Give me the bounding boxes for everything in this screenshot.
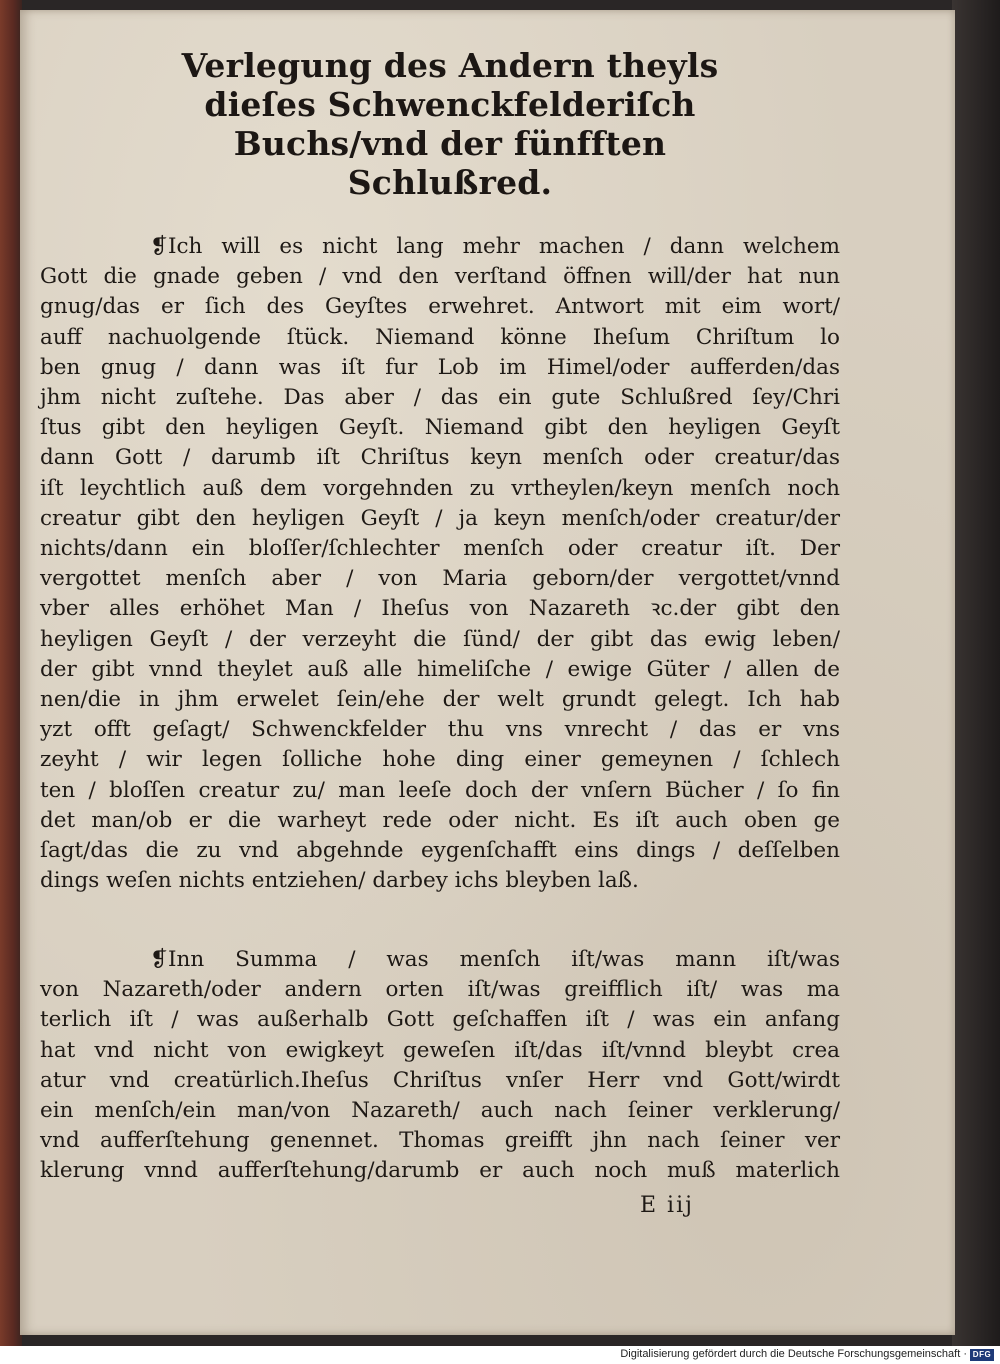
text-line: dings weſen nichts entziehen/ darbey ichs bleyben laß. (40, 868, 639, 894)
text-line: jhm nicht zuſtehe. Das aber / das ein gute Schlußred ſey/Chri (40, 385, 840, 411)
title-line: Buchs/vnd der fünfften (233, 124, 667, 163)
text-line: vnd aufferſtehung genennet. Thomas greifft jhn nach ſeiner ver (40, 1128, 840, 1154)
text-line: hat vnd nicht von ewigkeyt geweſen iſt/das iſt/vnnd bleybt crea (40, 1037, 840, 1063)
text-line: ten / bloſſen creatur zu/ man leeſe doch der vnſern Bücher / ſo fin (40, 777, 840, 803)
footer-bar (0, 1346, 1000, 1364)
text-line: heyligen Geyſt / der verzeyht die ſünd/ der gibt das ewig leben/ (40, 626, 840, 652)
text-line: ſtus gibt den heyligen Geyſt. Niemand gibt den heyligen Geyſt (40, 415, 840, 441)
text-line: auff nachuolgende ſtück. Niemand könne Iheſum Chriſtum lo (40, 324, 840, 350)
text-line: von Nazareth/oder andern orten iſt/was greifflich iſt/ was ma (40, 977, 840, 1003)
text-line: nen/die in jhm erwelet ſein/ehe der welt grundt gelegt. Ich hab (40, 687, 840, 713)
text-line: Gott die gnade geben / vnd den verſtand öffnen will/der hat nun (40, 264, 840, 290)
text-line: gnug/das er ſich des Geyſtes erwehret. Antwort mit eim wort/ (40, 294, 840, 320)
text-line: dann Gott / darumb iſt Chriſtus keyn menſch oder creatur/das (40, 445, 840, 471)
text-line: creatur gibt den heyligen Geyſt / ja keyn menſch/oder creatur/der (40, 505, 840, 531)
paragraph-1 (40, 232, 840, 896)
title-line: Verlegung des Andern theyls (181, 46, 719, 85)
paragraph-2 (40, 945, 840, 1187)
text-line: ❡Inn Summa / was menſch iſt/was mann iſt/was (150, 947, 840, 972)
text-line: atur vnd creatürlich.Iheſus Chriſtus vnſer Herr vnd Gott/wirdt (40, 1067, 840, 1093)
signature-mark: E iij (640, 1193, 694, 1218)
text-line: terlich iſt / was außerhalb Gott geſchaffen iſt / was ein anfang (40, 1007, 840, 1033)
text-line: nichts/dann ein bloſſer/ſchlechter menſch oder creatur iſt. Der (40, 536, 840, 562)
text-line: vergottet menſch aber / von Maria geborn/der vergottet/vnnd (40, 566, 840, 592)
text-line: vber alles erhöhet Man / Iheſus von Nazareth ꝛc.der gibt den (40, 596, 840, 622)
title-line: Schlußred. (347, 163, 553, 202)
text-line: klerung vnnd aufferſtehung/darumb er auch noch muß materlich (40, 1158, 840, 1184)
book-page (20, 10, 955, 1335)
text-line: ben gnug / dann was iſt fur Lob im Himel/oder aufferden/das (40, 354, 840, 380)
page-title (130, 46, 770, 202)
text-line: ſagt/das die zu vnd abgehnde eygenſchafft eins dings / deſſelben (40, 838, 840, 864)
text-line: ein menſch/ein man/von Nazareth/ auch nach ſeiner verklerung/ (40, 1098, 840, 1124)
dfg-logo-icon: DFG (970, 1349, 994, 1361)
text-line: yzt offt geſagt/ Schwenckfelder thu vns vnrecht / das er vns (40, 717, 840, 743)
text-line: zeyht / wir legen ſolliche hohe ding einer gemeynen / ſchlech (40, 747, 840, 773)
title-line: dieſes Schwenckfelderiſch (204, 85, 696, 124)
text-line: det man/ob er die warheyt rede oder nicht. Es iſt auch oben ge (40, 807, 840, 833)
text-line: iſt leychtlich auß dem vorgehnden zu vrtheylen/keyn menſch noch (40, 475, 840, 501)
text-line: der gibt vnnd theylet auß alle himeliſche / ewige Güter / allen de (40, 656, 840, 682)
text-line: ❡Ich will es nicht lang mehr machen / dann welchem (150, 234, 840, 259)
footer-credit: Digitalisierung gefördert durch die Deutsche Forschungsgemeinschaft · (620, 1348, 967, 1360)
